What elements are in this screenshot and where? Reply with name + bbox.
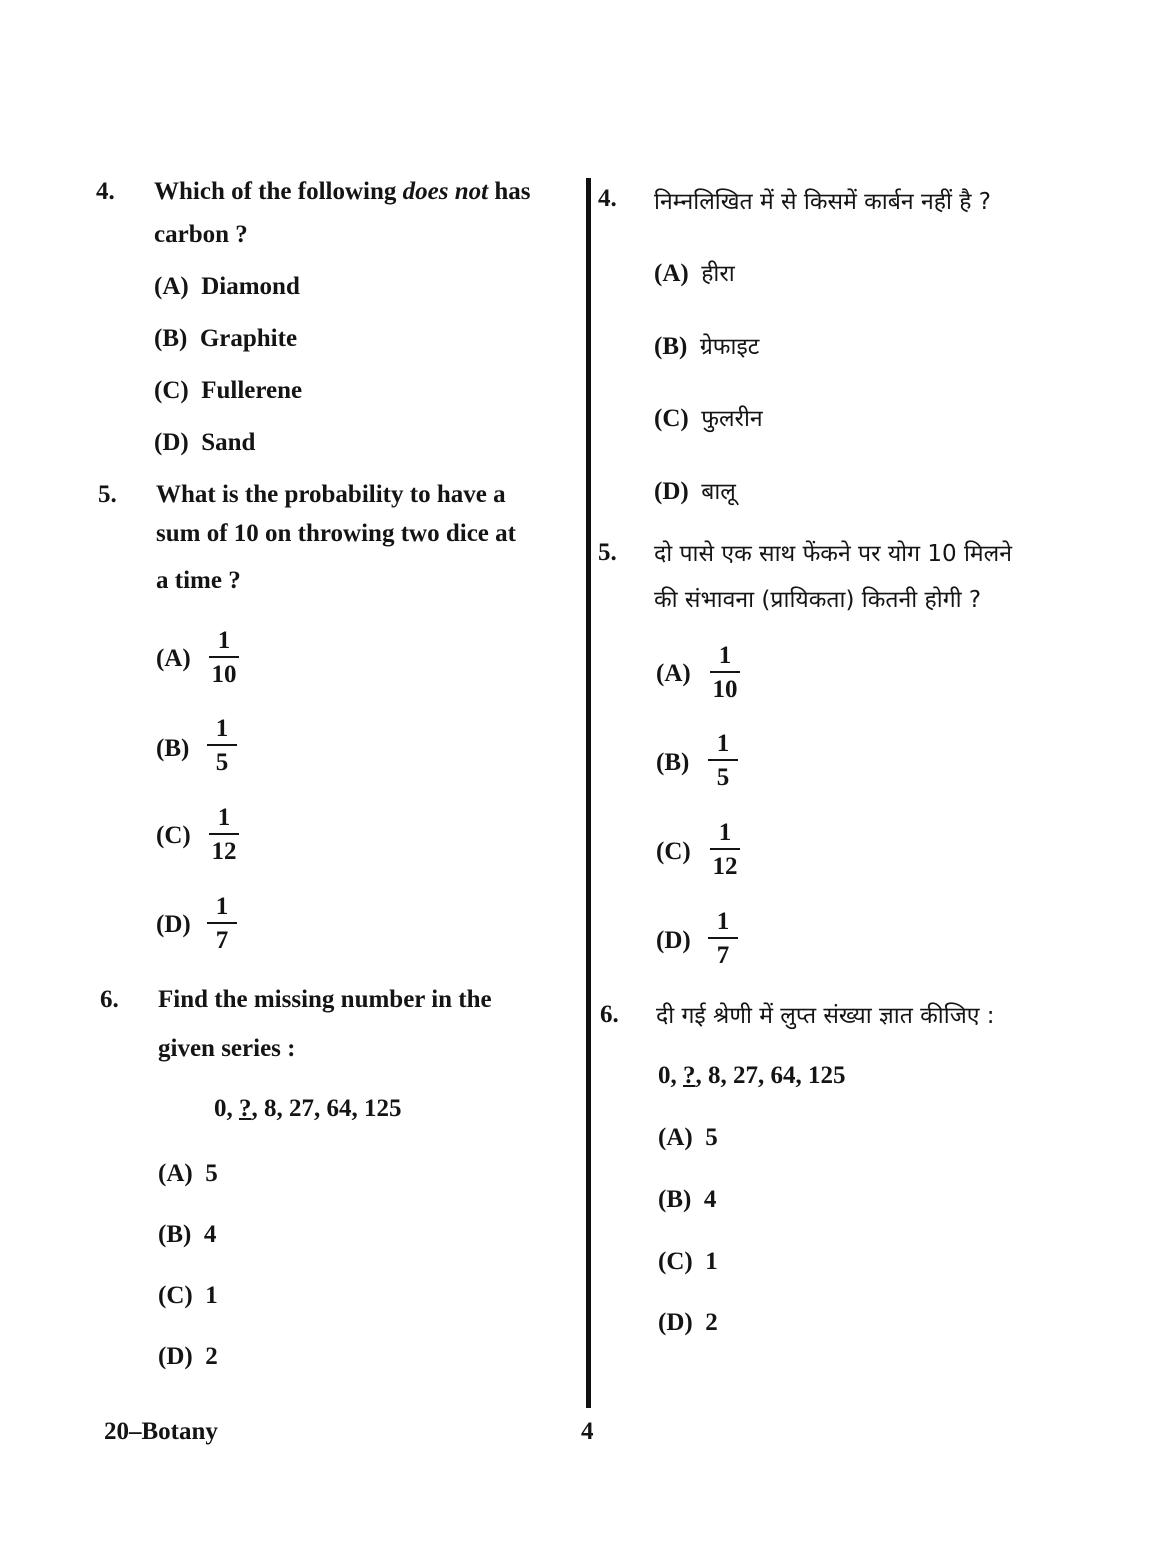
option-4b-en[interactable]: (B) Graphite xyxy=(154,325,298,352)
question-5-en-line2: sum of 10 on throwing two dice at xyxy=(156,520,516,547)
page-number: 4 xyxy=(581,1418,594,1445)
option-5b-en-fraction: $\frac{1}{5}$ xyxy=(207,716,237,775)
series-hi: 0, ?, 8, 27, 64, 125 xyxy=(658,1062,846,1089)
option-5c-en-label[interactable]: (C) xyxy=(156,822,191,849)
question-number-6-en: 6. xyxy=(100,986,119,1013)
question-5-en-line1: What is the probability to have a xyxy=(156,481,506,508)
question-5-hi-line2: की संभावना (प्रायिकता) कितनी होगी ? xyxy=(654,587,982,613)
question-4-hi-line1: निम्नलिखित में से किसमें कार्बन नहीं है ? xyxy=(654,189,991,215)
option-5a-hi-label[interactable]: (A) xyxy=(656,660,691,687)
question-number-5-hi: 5. xyxy=(598,539,617,566)
question-5-hi-line1: दो पासे एक साथ फेंकने पर योग 10 मिलने xyxy=(654,541,1013,567)
option-6c-en[interactable]: (C) 1 xyxy=(158,1282,218,1309)
option-5c-hi-label[interactable]: (C) xyxy=(656,838,691,865)
option-5b-hi-fraction: $\frac{1}{5}$ xyxy=(708,731,738,790)
option-4c-hi[interactable]: (C) फुलरीन xyxy=(654,405,763,432)
column-divider xyxy=(586,178,591,1408)
option-6a-en[interactable]: (A) 5 xyxy=(158,1160,218,1187)
option-5b-en-label[interactable]: (B) xyxy=(156,735,190,762)
option-5d-en-label[interactable]: (D) xyxy=(156,911,191,938)
question-number-6-hi: 6. xyxy=(600,1001,619,1028)
option-5d-hi-fraction: $\frac{1}{7}$ xyxy=(708,909,738,968)
option-4b-hi[interactable]: (B) ग्रेफाइट xyxy=(654,333,760,360)
question-number-4-en: 4. xyxy=(96,178,115,205)
option-5c-hi-fraction: $\frac{1}{12}$ xyxy=(710,820,740,879)
question-4-en-line1: Which of the following does not has xyxy=(154,178,531,205)
question-6-hi-line1: दी गई श्रेणी में लुप्त संख्या ज्ञात कीजिए : xyxy=(656,1003,995,1029)
option-5d-en-fraction: $\frac{1}{7}$ xyxy=(207,894,237,953)
option-6b-hi[interactable]: (B) 4 xyxy=(658,1186,717,1213)
option-4a-en[interactable]: (A) Diamond xyxy=(154,273,300,300)
footer-subject-code: 20–Botany xyxy=(104,1418,218,1445)
option-4a-hi[interactable]: (A) हीरा xyxy=(654,260,735,287)
question-4-en-line2: carbon ? xyxy=(154,221,248,248)
option-6b-en[interactable]: (B) 4 xyxy=(158,1221,217,1248)
question-6-en-line1: Find the missing number in the xyxy=(158,986,492,1013)
series-en: 0, ?, 8, 27, 64, 125 xyxy=(214,1095,402,1122)
option-5a-en-fraction: $\frac{1}{10}$ xyxy=(209,628,239,687)
option-6d-en[interactable]: (D) 2 xyxy=(158,1343,218,1370)
option-5a-en-label[interactable]: (A) xyxy=(156,645,191,672)
option-5c-en-fraction: $\frac{1}{12}$ xyxy=(209,805,239,864)
option-5a-hi-fraction: $\frac{1}{10}$ xyxy=(710,643,740,702)
option-6c-hi[interactable]: (C) 1 xyxy=(658,1248,718,1275)
option-6d-hi[interactable]: (D) 2 xyxy=(658,1309,718,1336)
option-5b-hi-label[interactable]: (B) xyxy=(656,749,690,776)
option-5d-hi-label[interactable]: (D) xyxy=(656,927,691,954)
option-4d-en[interactable]: (D) Sand xyxy=(154,429,256,456)
question-6-en-line2: given series : xyxy=(158,1035,296,1062)
option-4d-hi[interactable]: (D) बालू xyxy=(654,478,736,505)
option-4c-en[interactable]: (C) Fullerene xyxy=(154,377,303,404)
question-number-4-hi: 4. xyxy=(598,185,617,212)
question-number-5-en: 5. xyxy=(98,481,117,508)
question-5-en-line3: a time ? xyxy=(156,567,241,594)
option-6a-hi[interactable]: (A) 5 xyxy=(658,1124,718,1151)
